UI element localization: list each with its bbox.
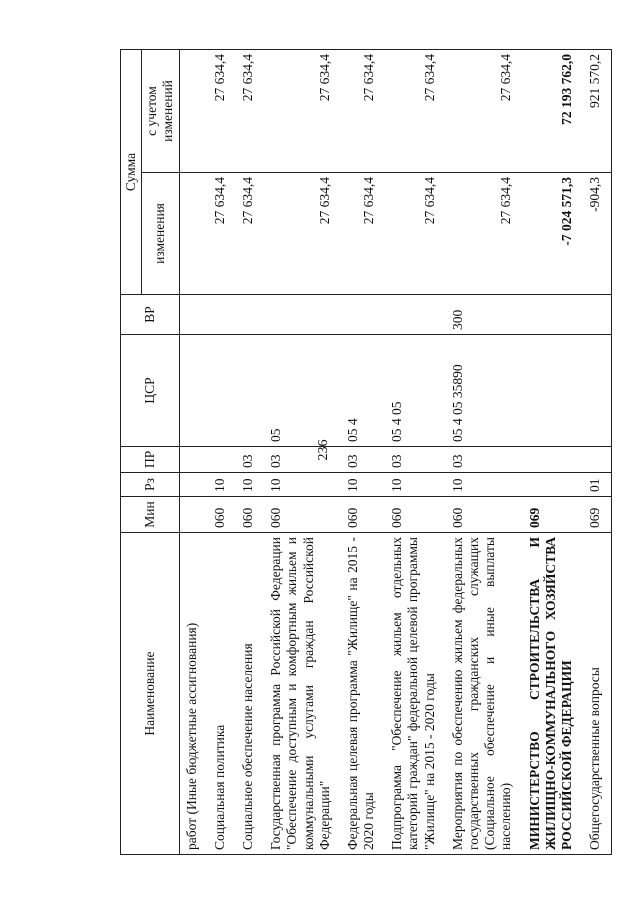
cell-min: 060 xyxy=(208,497,236,533)
cell-changes: 27 634,4 xyxy=(341,173,385,295)
table-body xyxy=(179,49,612,854)
cell-min xyxy=(179,497,208,533)
table-row xyxy=(583,49,612,854)
cell-pr: 03 xyxy=(236,447,264,473)
cell-vr xyxy=(208,295,236,335)
cell-rz: 10 xyxy=(236,473,264,497)
cell-rz: 10 xyxy=(446,473,523,497)
cell-csr xyxy=(208,335,236,447)
cell-rz: 10 xyxy=(208,473,236,497)
cell-pr xyxy=(208,447,236,473)
cell-with-changes: 921 570,2 xyxy=(583,49,612,172)
cell-vr xyxy=(236,295,264,335)
table-row xyxy=(446,49,523,854)
header-name: Наименование xyxy=(121,533,180,855)
cell-vr xyxy=(583,295,612,335)
cell-rz: 10 xyxy=(264,473,341,497)
cell-name: работ (Иные бюджетные ассигнования) xyxy=(179,533,208,855)
cell-with-changes xyxy=(179,49,208,172)
cell-with-changes: 27 634,4 xyxy=(208,49,236,172)
cell-min: 069 xyxy=(523,497,584,533)
cell-csr: 05 4 xyxy=(341,335,385,447)
header-rz: Рз xyxy=(121,473,180,497)
cell-pr: 03 xyxy=(385,447,446,473)
cell-pr xyxy=(583,447,612,473)
cell-csr xyxy=(523,335,584,447)
table-header xyxy=(121,49,180,854)
cell-with-changes: 27 634,4 xyxy=(446,49,523,172)
table-row xyxy=(179,49,208,854)
table-row xyxy=(264,49,341,854)
cell-csr xyxy=(179,335,208,447)
header-with-changes: с учетом изменений xyxy=(142,49,179,172)
cell-csr: 05 4 05 35890 xyxy=(446,335,523,447)
cell-csr xyxy=(236,335,264,447)
cell-pr: 03 xyxy=(264,447,341,473)
cell-name: Федеральная целевая программа "Жилище" на 2015 - 2020 годы xyxy=(341,533,385,855)
table-row xyxy=(385,49,446,854)
cell-csr xyxy=(583,335,612,447)
cell-csr: 05 xyxy=(264,335,341,447)
cell-vr xyxy=(179,295,208,335)
cell-rz xyxy=(523,473,584,497)
cell-name: Социальное обеспечение населения xyxy=(236,533,264,855)
cell-vr: 300 xyxy=(446,295,523,335)
budget-table xyxy=(120,49,612,855)
cell-changes: 27 634,4 xyxy=(446,173,523,295)
cell-pr: 03 xyxy=(341,447,385,473)
cell-name: МИНИСТЕРСТВО СТРОИТЕЛЬСТВА И ЖИЛИЩНО-КОММУНАЛЬНОГО ХОЗЯЙСТВА РОССИЙСКОЙ ФЕДЕРАЦИИ xyxy=(523,533,584,855)
cell-vr xyxy=(523,295,584,335)
cell-min: 060 xyxy=(264,497,341,533)
cell-with-changes: 72 193 762,0 xyxy=(523,49,584,172)
table-row xyxy=(208,49,236,854)
cell-rz: 01 xyxy=(583,473,612,497)
cell-min: 060 xyxy=(446,497,523,533)
cell-rz xyxy=(179,473,208,497)
cell-changes: 27 634,4 xyxy=(385,173,446,295)
cell-name: Мероприятия по обеспечению жильем федеральных государственных гражданских служащих (Социальное обеспечение и иные выплаты населению) xyxy=(446,533,523,855)
cell-pr xyxy=(523,447,584,473)
header-pr: ПР xyxy=(121,447,180,473)
header-min: Мин xyxy=(121,497,180,533)
cell-with-changes: 27 634,4 xyxy=(236,49,264,172)
cell-rz: 10 xyxy=(385,473,446,497)
cell-changes: -904,3 xyxy=(583,173,612,295)
cell-pr xyxy=(179,447,208,473)
cell-name: Общегосударственные вопросы xyxy=(583,533,612,855)
cell-csr: 05 4 05 xyxy=(385,335,446,447)
cell-min: 060 xyxy=(236,497,264,533)
cell-min: 060 xyxy=(385,497,446,533)
cell-vr xyxy=(341,295,385,335)
cell-changes: -7 024 571,3 xyxy=(523,173,584,295)
header-csr: ЦСР xyxy=(121,335,180,447)
cell-changes xyxy=(179,173,208,295)
rotated-page xyxy=(120,50,640,855)
cell-changes: 27 634,4 xyxy=(236,173,264,295)
cell-with-changes: 27 634,4 xyxy=(341,49,385,172)
cell-vr xyxy=(385,295,446,335)
page-number: 236 xyxy=(316,439,331,461)
cell-name: Социальная политика xyxy=(208,533,236,855)
cell-pr: 03 xyxy=(446,447,523,473)
header-vr: ВР xyxy=(121,295,180,335)
cell-vr xyxy=(264,295,341,335)
cell-name: Подпрограмма "Обеспечение жильем отдельных категорий граждан" федеральной целевой программы "Жилище" на 2015 - 2020 годы xyxy=(385,533,446,855)
cell-rz: 10 xyxy=(341,473,385,497)
cell-changes: 27 634,4 xyxy=(264,173,341,295)
cell-name: Государственная программа Российской Федерации "Обеспечение доступным и комфортным жильем и коммунальными услугами граждан Российской Федерации" xyxy=(264,533,341,855)
table-row xyxy=(236,49,264,854)
cell-with-changes: 27 634,4 xyxy=(385,49,446,172)
header-sum: Сумма xyxy=(121,49,142,294)
cell-changes: 27 634,4 xyxy=(208,173,236,295)
cell-with-changes: 27 634,4 xyxy=(264,49,341,172)
table-row xyxy=(341,49,385,854)
cell-min: 069 xyxy=(583,497,612,533)
header-changes: изменения xyxy=(142,173,179,295)
table-row xyxy=(523,49,584,854)
cell-min: 060 xyxy=(341,497,385,533)
